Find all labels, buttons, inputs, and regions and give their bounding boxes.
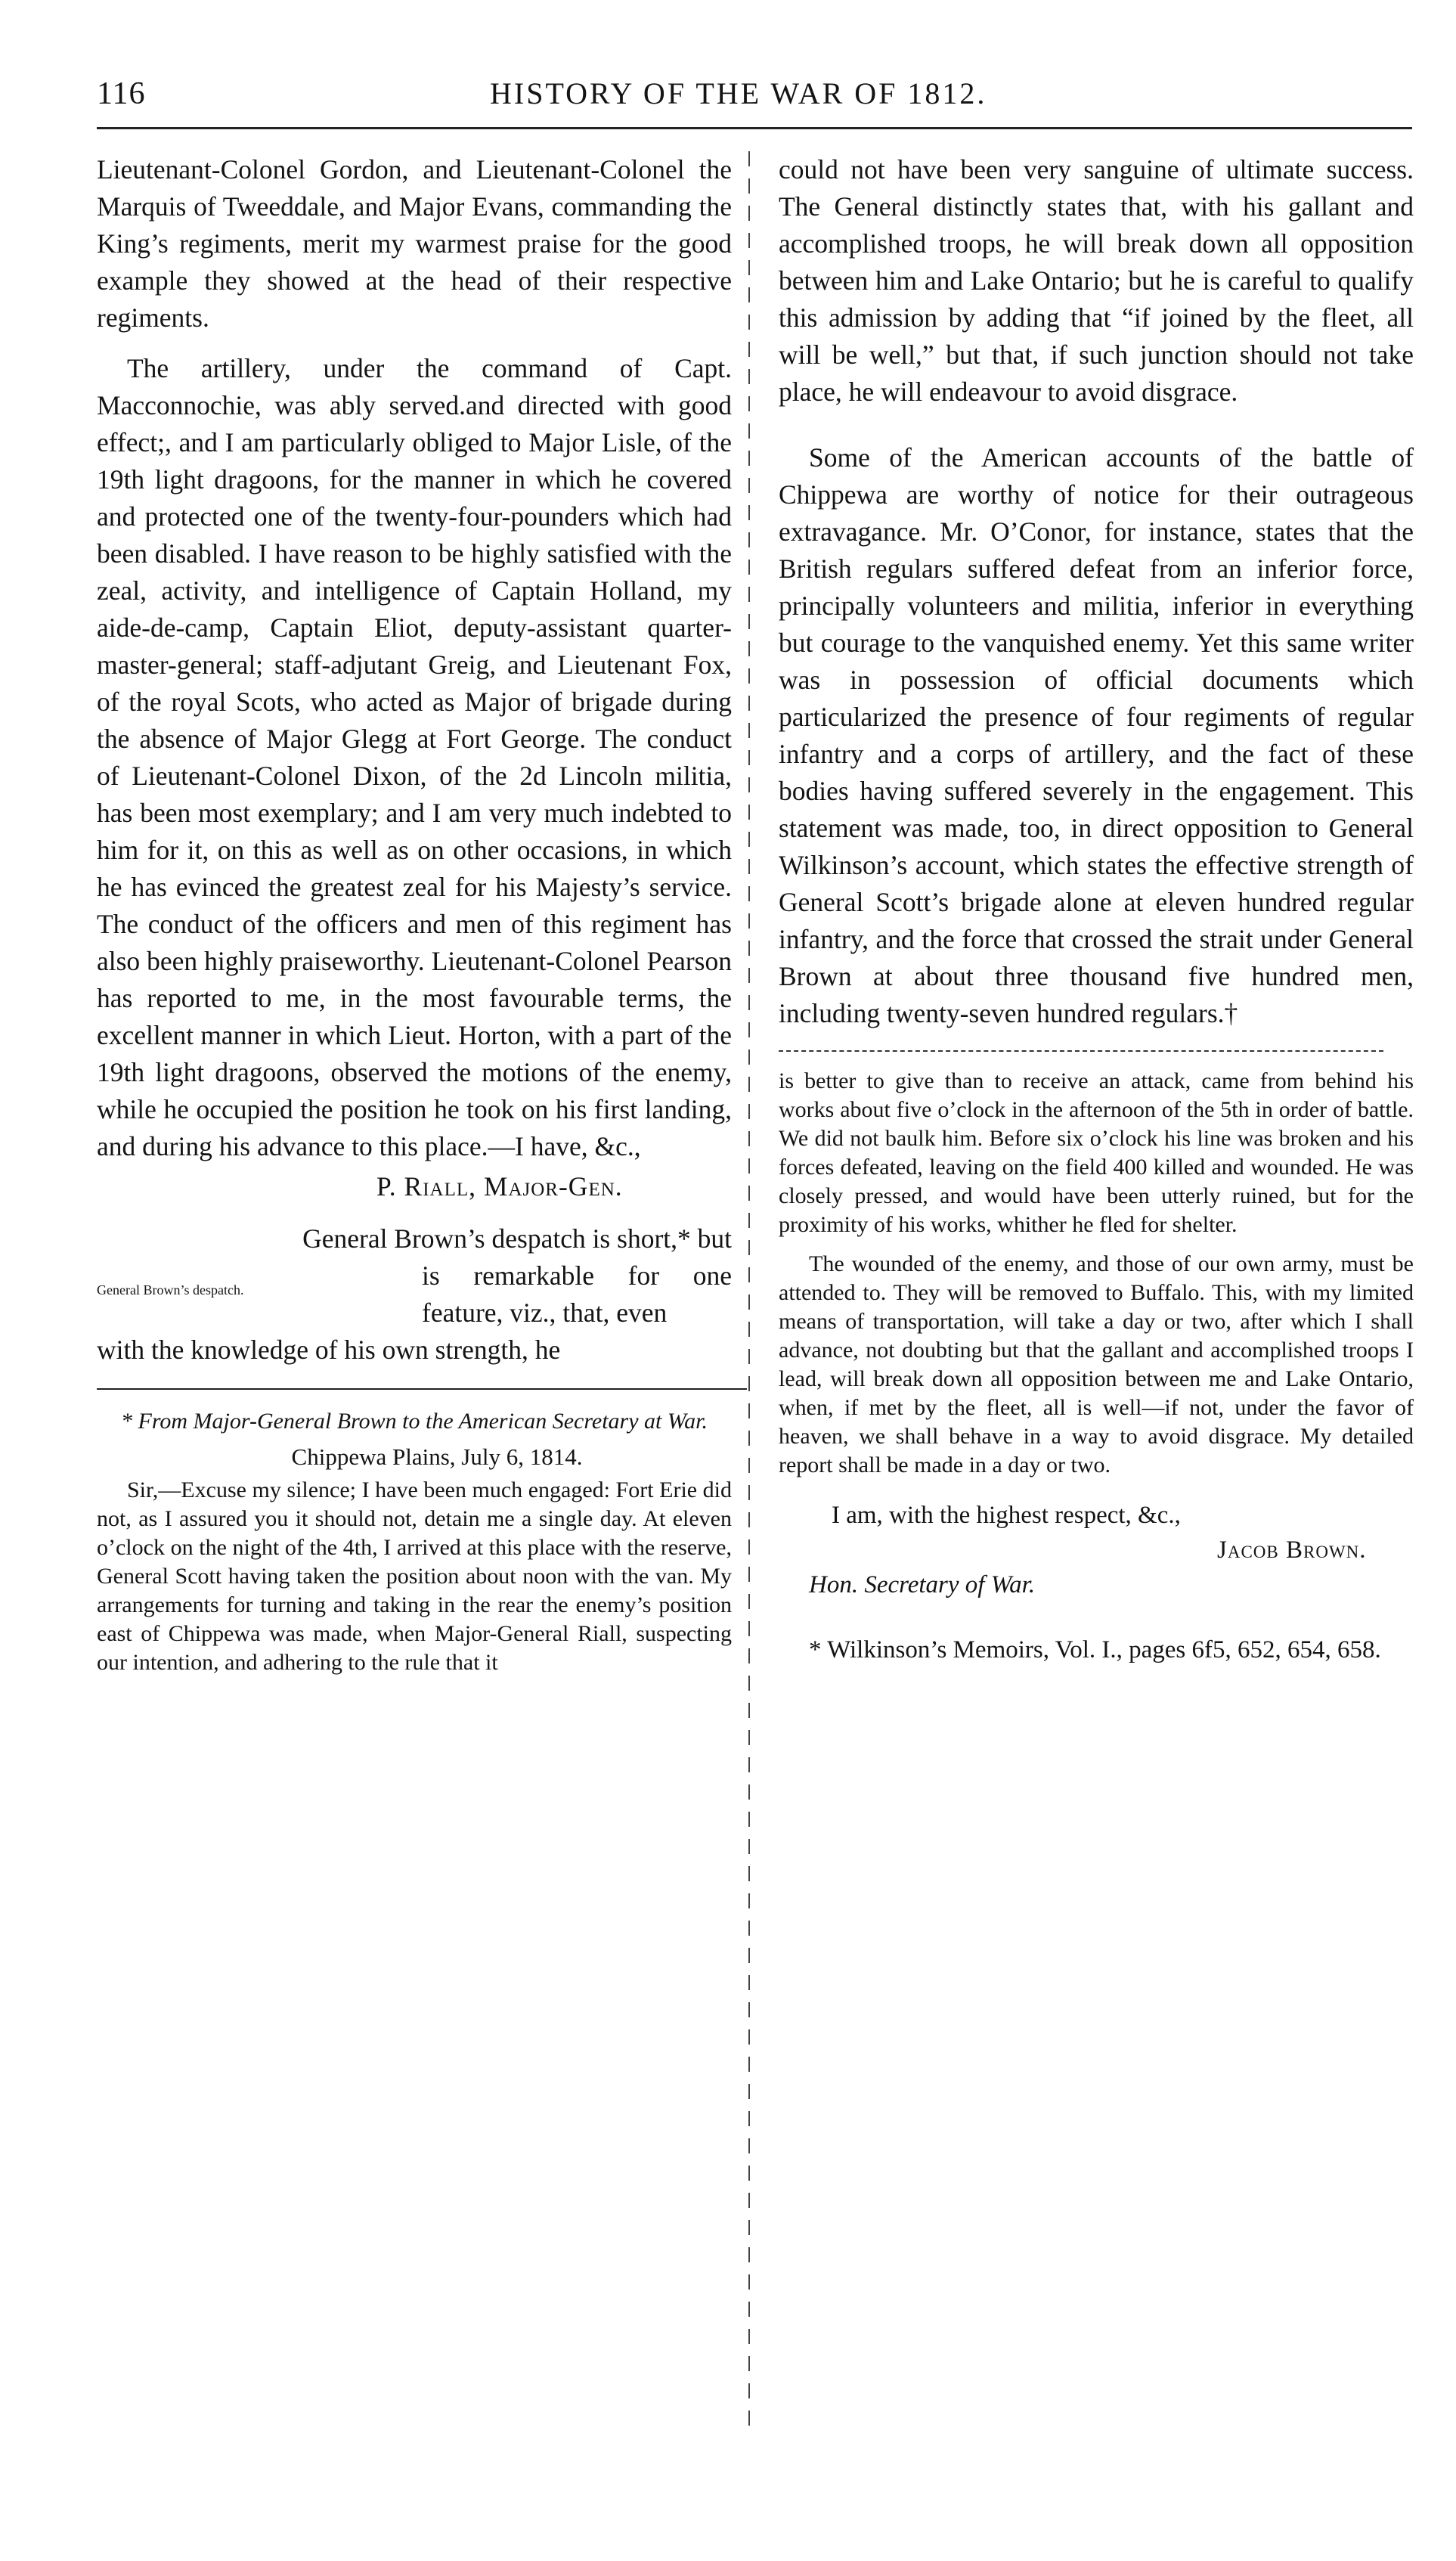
margin-note: General Brown’s despatch. xyxy=(97,1282,244,1298)
closing-line: I am, with the highest respect, &c., xyxy=(832,1502,1181,1529)
addressee: Hon. Secretary of War. xyxy=(809,1571,1036,1598)
footnote-rule xyxy=(97,1388,747,1390)
closing-signature: Jacob Brown. xyxy=(1217,1536,1367,1564)
commentary-paragraph-2: Some of the American accounts of the battle of Chippewa are worthy of notice for their outrageous extravagance. Mr. O’Conor, for instance, states that the British regulars suffered defeat from an inferior force, principally volunteers and militia, inferior in everything but courage to the vanquished enemy. Yet this same writer was in possession of official documents which particularized the presence of four regiments of regular infantry and a corps of artillery, and the fact of these bodies having suffered severely in the engagement. This statement was made, too, in direct opposition to General Wilkinson’s account, which states the effective strength of General Scott’s brigade alone at eleven hundred regular infantry, and the force that crossed the strait under General Brown at about three thousand five hundred men, including twenty-seven hundred regulars.† xyxy=(779,442,1414,1028)
riall-signature-text: P. Riall, Major-Gen. xyxy=(376,1171,623,1201)
brown-despatch-tail: with the knowledge of his own strength, he xyxy=(97,1335,561,1365)
riall-letter-paragraph-2: The artillery, under the command of Capt. Macconnochie, was ably served.and directed with good effect;, and I am particularly obliged to Major Lisle, of the 19th light dragoons, for the manner in which he covered and protected one of the twenty-four-pounders which had been disabled. I have reason to be highly satisfied with the zeal, activity, and intelligence of Captain Holland, my aide-de-camp, Captain Eliot, deputy-assistant quarter-master-general; staff-adjutant Greig, and Lieutenant Fox, of the royal Scots, who acted as Major of brigade during the absence of Major Glegg at Fort George. The conduct of Lieutenant-Colonel Dixon, of the 2d Lincoln militia, has been most exemplary; and I am very much indebted to him for it, on this as well as on other occasions, in which he has evinced the greatest zeal for his Majesty’s service. The conduct of the officers and men of this regiment has also been highly praiseworthy. Lieutenant-Colonel Pearson has reported to me, in the most favourable terms, the excellent manner in which Lieut. Horton, with a part of the 19th light dragoons, observed the motions of the enemy, while he occupied the position he took on his first landing, and during his advance to this place.—I have, &c., xyxy=(97,353,732,1161)
page-header xyxy=(97,76,1412,129)
running-title: HISTORY OF THE WAR OF 1812. xyxy=(490,76,987,110)
right-column xyxy=(779,151,1414,1692)
left-column xyxy=(97,151,732,1677)
brown-despatch-paragraph xyxy=(97,1220,732,1369)
brown-despatch-lead: General Brown’s despatch is short,* but xyxy=(302,1223,732,1254)
footnote-body: Sir,—Excuse my silence; I have been much engaged: Fort Erie did not, as I assured you it should not, detain me a single day. At eleven o’clock on the night of the 4th, I arrived at this place with the reserve, General Scott having taken the position about noon with the van. My arrangements for turning and taking in the rear the enemy’s position east of Chippewa was made, when Major-General Riall, suspecting our intention, and adhering to the rule that it xyxy=(97,1477,732,1675)
footnote-continuation-rule xyxy=(779,1050,1383,1052)
page-number: 116 xyxy=(97,76,146,111)
riall-signature xyxy=(97,1168,732,1205)
brown-despatch-hanging-text: is remarkable for one feature, viz., that, even xyxy=(422,1260,732,1328)
riall-letter-paragraph-1: Lieutenant-Colonel Gordon, and Lieutenant-Colonel the Marquis of Tweeddale, and Major Evans, commanding the King’s regiments, merit my warmest praise for the good example they showed at the head of their respective regiments. xyxy=(97,154,732,333)
commentary-paragraph-1: could not have been very sanguine of ultimate success. The General distinctly states that, with his gallant and accomplished troops, he will break down all opposition between him and Lake Ontario; but he is careful to qualify this admission by adding that “if joined by the fleet, all will be well,” but that, if such junction should not take place, he will endeavour to avoid disgrace. xyxy=(779,154,1414,407)
footnote-continuation-2: The wounded of the enemy, and those of our own army, must be attended to. They will be removed to Buffalo. This, with my limited means of transportation, will take a day or two, after which I shall advance, not doubting but that the gallant and accomplished troops I lead, will break down all opposition between me and Lake Ontario, when, if met by the fleet, all is well—if not, under the favor of heaven, we shall behave in a way to avoid disgrace. My detailed report shall be made in a day or two. xyxy=(779,1251,1414,1477)
footnote-dateline: Chippewa Plains, July 6, 1814. xyxy=(291,1443,583,1470)
wilkinson-footnote: * Wilkinson’s Memoirs, Vol. I., pages 6f5, 652, 654, 658. xyxy=(809,1636,1381,1663)
footnote-continuation-1: is better to give than to receive an attack, came from behind his works about five o’clock in the afternoon of the 5th in order of battle. We did not baulk him. Before six o’clock his line was broken and his forces defeated, leaving on the field 400 killed and wounded. He was closely pressed, and would have been utterly ruined, but for the proximity of his works, whither he fled for shelter. xyxy=(779,1068,1414,1237)
header-rule xyxy=(97,127,1412,129)
footnote-heading: * From Major-General Brown to the American Secretary at War. xyxy=(121,1409,708,1434)
column-divider xyxy=(748,151,750,2435)
